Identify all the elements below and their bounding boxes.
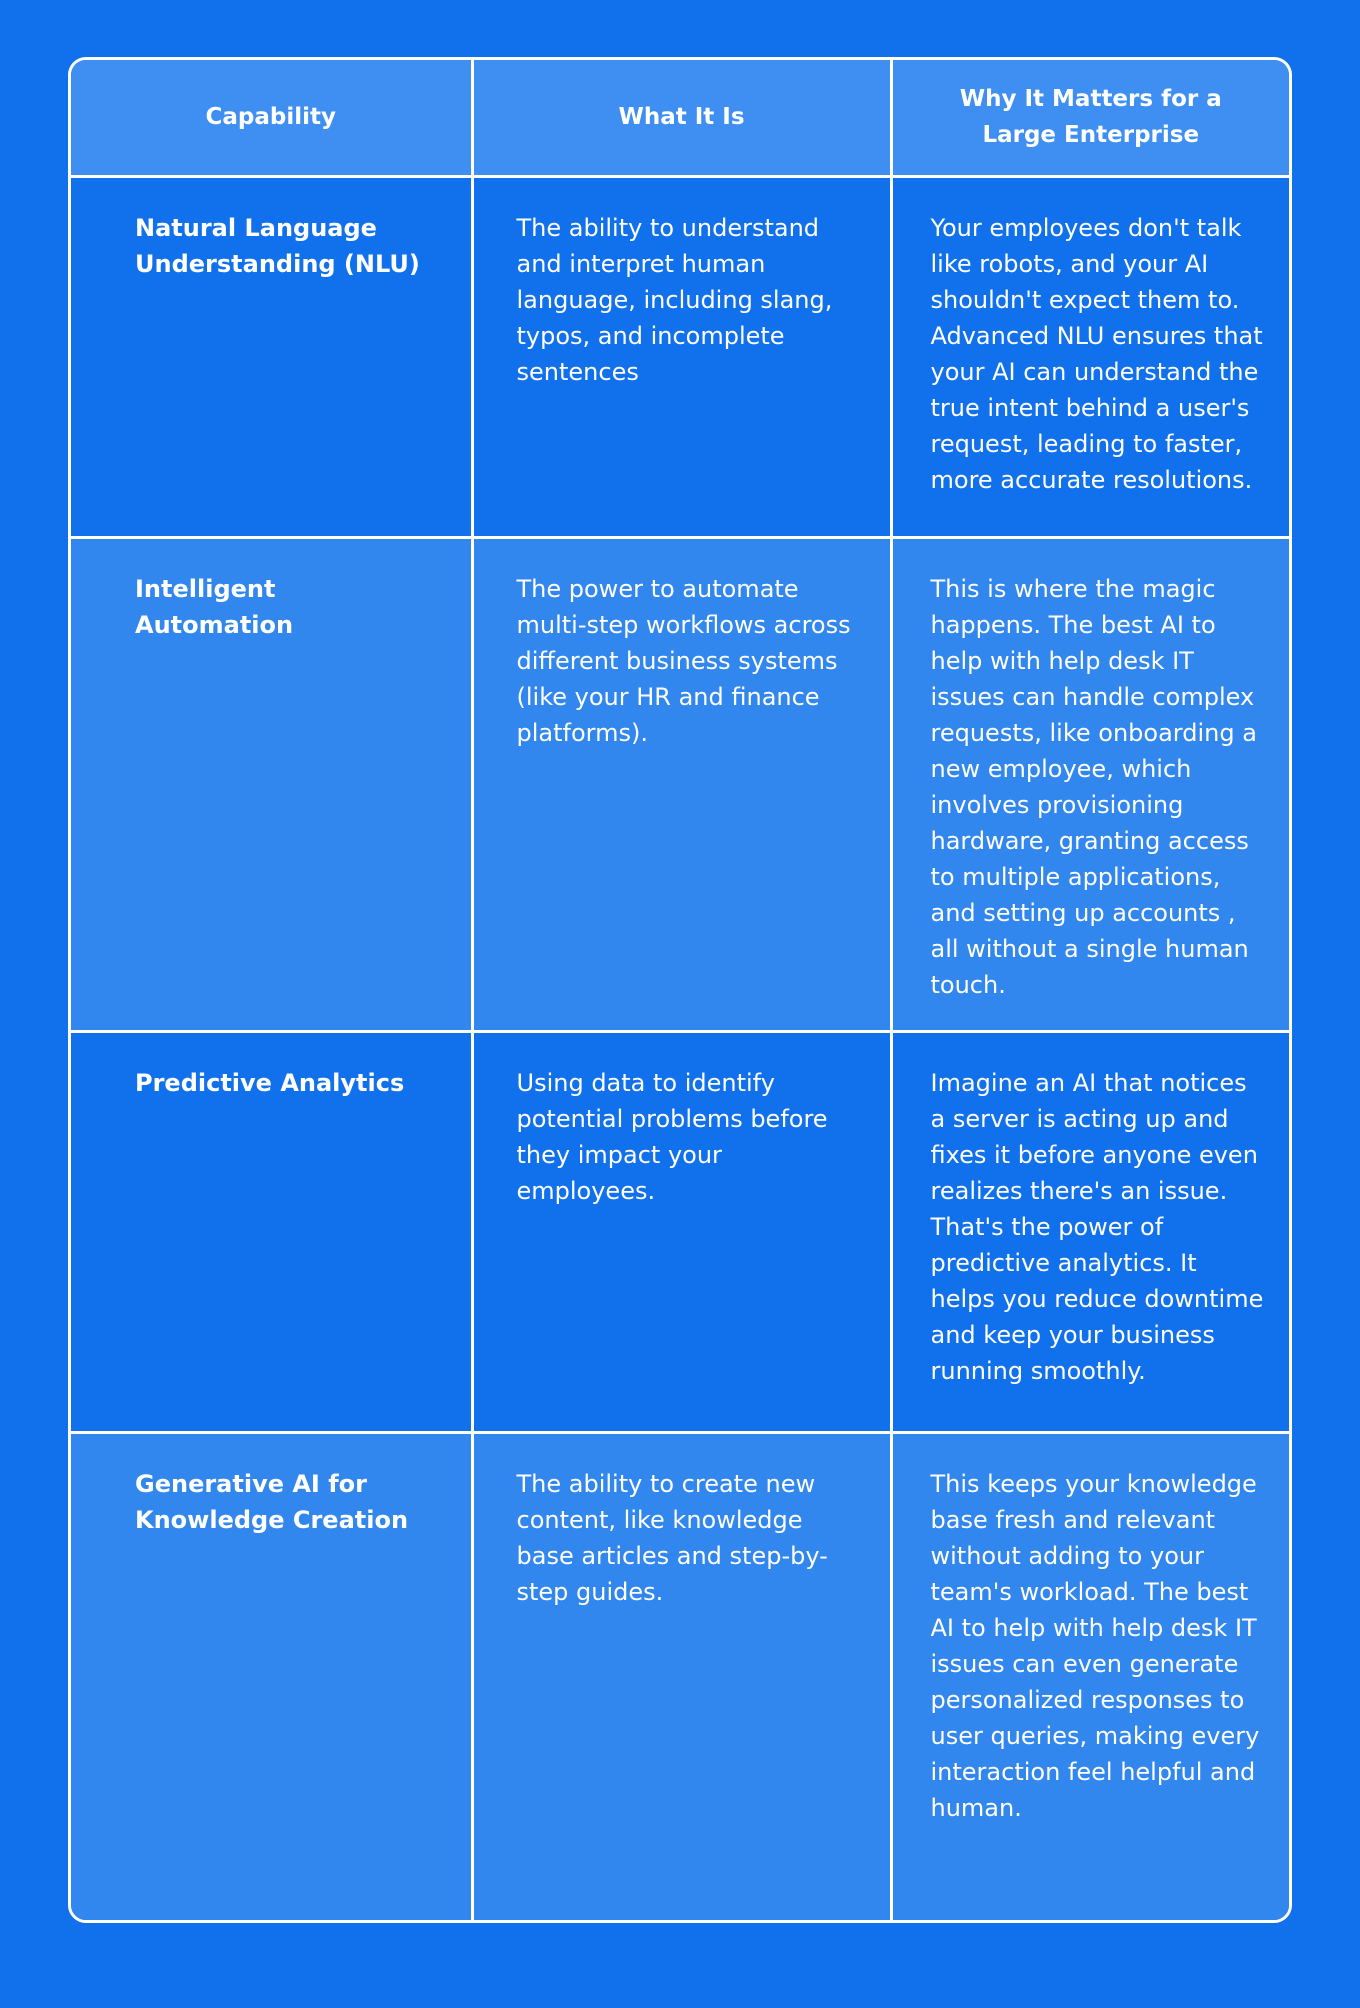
header-what-it-is: What It Is bbox=[472, 60, 891, 176]
why-it-matters-cell: Your employees don't talk like robots, and your AI shouldn't expect them to. Advanced NLU ensures that your AI can understand the true intent behind a user's request, leading to faster, more accurate resolutions. bbox=[891, 176, 1289, 537]
capability-cell: Generative AI for Knowledge Creation bbox=[71, 1432, 472, 1920]
table-row bbox=[71, 1432, 1289, 1920]
why-it-matters-cell: This keeps your knowledge base fresh and relevant without adding to your team's workload. The best AI to help with help desk IT issues can even generate personalized responses to user queries, making every interaction feel helpful and human. bbox=[930, 1469, 1260, 1822]
why-it-matters-cell: Imagine an AI that notices a server is acting up and fixes it before anyone even realizes there's an issue. That's the power of predictive analytics. It helps you reduce downtime and keep your business running smoothly. bbox=[891, 1031, 1289, 1432]
table-row bbox=[71, 537, 1289, 1031]
why-it-matters-cell: This is where the magic happens. The best AI to help with help desk IT issues can handle complex requests, like onboarding a new employee, which involves provisioning hardware, granting access to multiple applications, and setting up accounts , all without a single human touch. bbox=[891, 537, 1289, 1031]
capabilities-table bbox=[68, 57, 1292, 1923]
header-why-it-matters: Why It Matters for a Large Enterprise bbox=[891, 60, 1289, 176]
table-body bbox=[71, 176, 1289, 1920]
capability-cell: Intelligent Automation bbox=[71, 537, 472, 1031]
header-row bbox=[71, 60, 1289, 176]
what-it-is-cell: The power to automate multi-step workflows across different business systems (like your HR and finance platforms). bbox=[472, 537, 891, 1031]
capabilities-grid bbox=[71, 60, 1289, 1920]
header-capability: Capability bbox=[71, 60, 472, 176]
capability-cell: Predictive Analytics bbox=[71, 1031, 472, 1432]
table-row bbox=[71, 176, 1289, 537]
capability-cell: Natural Language Understanding (NLU) bbox=[71, 176, 472, 537]
table-header bbox=[71, 60, 1289, 176]
table-row bbox=[71, 1031, 1289, 1432]
what-it-is-cell: The ability to create new content, like knowledge base articles and step-by-step guides. bbox=[472, 1432, 891, 1920]
what-it-is-cell: The ability to understand and interpret human language, including slang, typos, and incomplete sentences bbox=[472, 176, 891, 537]
what-it-is-cell: Using data to identify potential problems before they impact your employees. bbox=[472, 1031, 891, 1432]
